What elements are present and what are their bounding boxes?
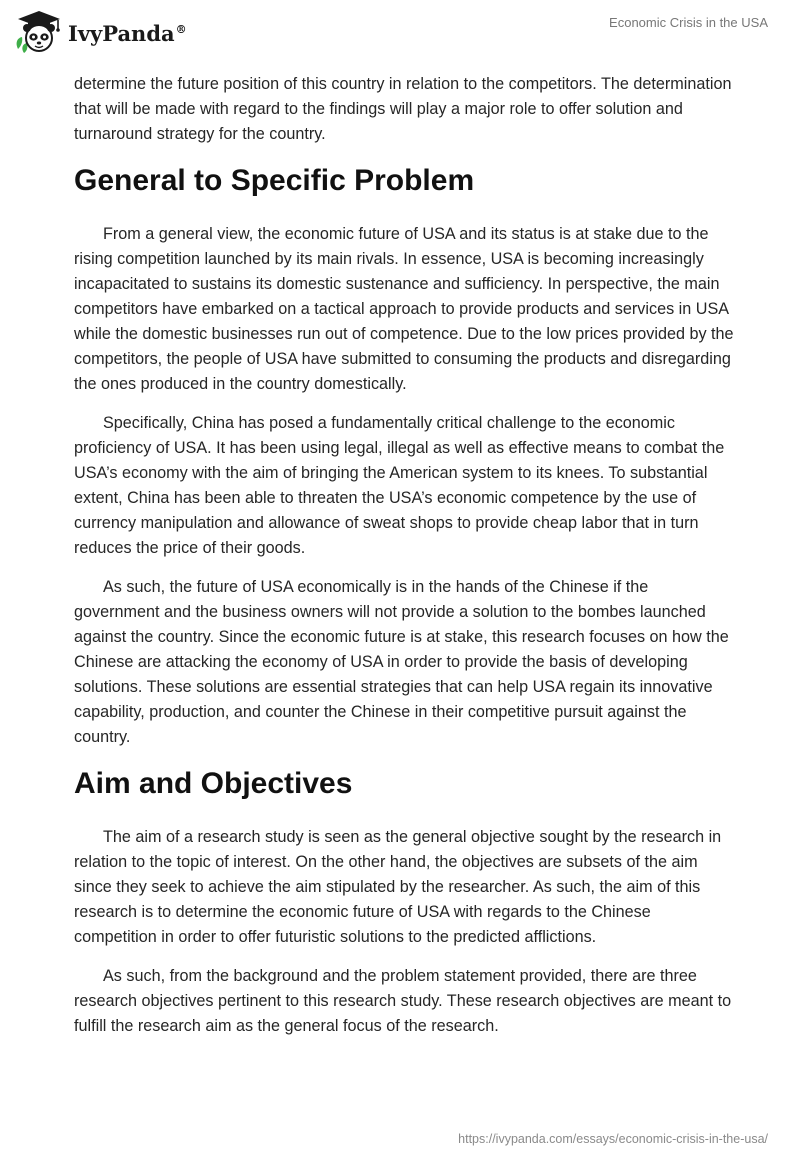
ivypanda-logo[interactable]	[14, 9, 187, 55]
brand-name: IvyPanda®	[68, 20, 187, 46]
paragraph: The aim of a research study is seen as the general objective sought by the research in relation to the topic of interest. On the other hand, the objectives are subsets of the aim since they seek to achieve the aim stipulated by the researcher. As such, the aim of this research is to determine the economic future of USA with regards to the Chinese competition in order to offer futuristic solutions to the predicted afflictions.	[74, 828, 722, 946]
paragraph: Specifically, China has posed a fundamentally critical challenge to the economic proficiency of USA. It has been using legal, illegal as well as effective means to combat the USA’s economy with the aim of bringing the American system to its knees. To substantial extent, China has been able to threaten the USA’s economic competence by the use of currency manipulation and allowance of sweat shops to provide cheap labor that in turn reduces the price of their goods.	[74, 414, 725, 557]
section-heading-problem: General to Specific Problem	[74, 164, 475, 197]
paragraph: As such, the future of USA economically is in the hands of the Chinese if the government and the business owners will not provide a solution to the bombes launched against the country. Since the economic future is at stake, this research focuses on how the Chinese are attacking the economy of USA in order to provide the basis of developing solutions. These solutions are essential strategies that can help USA regain its innovative capability, production, and counter the Chinese in their competitive pursuit against the country.	[74, 578, 729, 746]
intro-paragraph: determine the future position of this country in relation to the competitors. The determination that will be made with regard to the findings will play a major role to offer solution and turnaround strategy for the country.	[74, 75, 732, 143]
page-header	[0, 0, 800, 70]
source-url[interactable]: https://ivypanda.com/essays/economic-crisis-in-the-usa/	[458, 1132, 768, 1146]
panda-graduate-icon	[14, 9, 64, 55]
paragraph: As such, from the background and the problem statement provided, there are three research objectives pertinent to this research study. These research objectives are meant to fulfill the research aim as the general focus of the research.	[74, 967, 732, 1035]
document-title: Economic Crisis in the USA	[609, 15, 768, 30]
section-heading-aim: Aim and Objectives	[74, 767, 353, 800]
article-body	[74, 72, 734, 1053]
paragraph: From a general view, the economic future of USA and its status is at stake due to the rising competition launched by its main rivals. In essence, USA is becoming increasingly incapacitated to sustains its domestic sustenance and sufficiency. In perspective, the main competitors have embarked on a tactical approach to provide products and services in USA while the domestic businesses run out of competence. Due to the low prices provided by the competitors, the people of USA have submitted to consuming the products and disregarding the ones produced in the country domestically.	[74, 225, 734, 393]
